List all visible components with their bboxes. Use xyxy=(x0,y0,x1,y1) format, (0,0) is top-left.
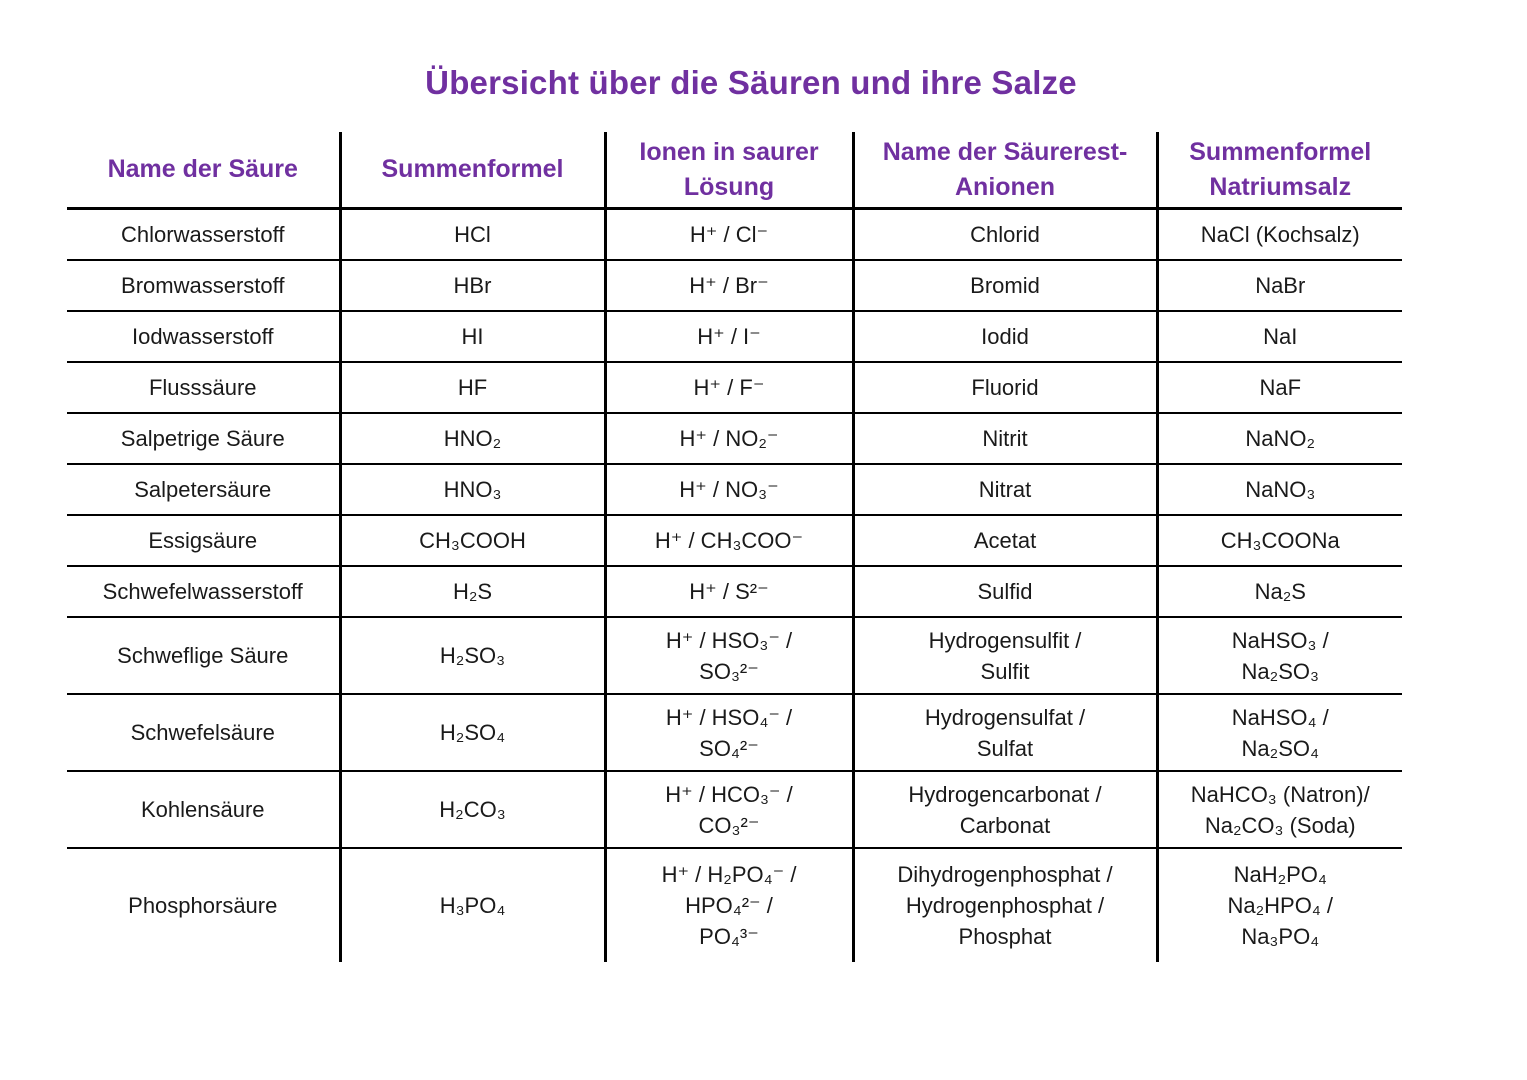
cell-line: H₂S xyxy=(452,579,493,604)
cell-line: Iodid xyxy=(981,324,1029,349)
table-row xyxy=(67,566,1402,617)
cell-line: NaNO₂ xyxy=(1245,426,1316,451)
cell-acid-name xyxy=(67,464,340,515)
cell-line: HBr xyxy=(453,273,492,298)
cell-ions xyxy=(605,566,853,617)
cell-formula xyxy=(340,209,605,261)
cell-acid-name xyxy=(67,413,340,464)
cell-line: H₂CO₃ xyxy=(439,797,506,822)
cell-line: Bromid xyxy=(970,273,1040,298)
cell-line: Nitrit xyxy=(982,426,1028,451)
cell-line: Na₂SO₃ xyxy=(1241,658,1319,684)
cell-line: Essigsäure xyxy=(148,528,258,553)
cell-line: H₂SO₃ xyxy=(439,643,506,668)
cell-acid-name xyxy=(67,566,340,617)
cell-anion-name xyxy=(853,617,1157,694)
header-sodium-salt: Summenformel Natriumsalz xyxy=(1157,132,1402,209)
table-header-row xyxy=(67,132,1402,209)
cell-line: HNO₂ xyxy=(443,426,502,451)
cell-line: PO₄³⁻ xyxy=(699,924,759,949)
cell-formula xyxy=(340,694,605,771)
cell-formula xyxy=(340,260,605,311)
cell-line: Hydrogencarbonat / xyxy=(908,781,1102,807)
cell-formula xyxy=(340,413,605,464)
cell-line: Sulfid xyxy=(977,579,1033,604)
cell-acid-name xyxy=(67,848,340,962)
cell-line: H⁺ / HSO₄⁻ / xyxy=(665,704,793,730)
cell-ions xyxy=(605,260,853,311)
cell-anion-name xyxy=(853,515,1157,566)
cell-anion-name xyxy=(853,771,1157,848)
cell-ions xyxy=(605,464,853,515)
cell-sodium-salt xyxy=(1157,311,1402,362)
cell-line: H⁺ / NO₃⁻ xyxy=(679,477,779,502)
cell-sodium-salt xyxy=(1157,771,1402,848)
table-row xyxy=(67,362,1402,413)
cell-line: H⁺ / CH₃COO⁻ xyxy=(654,528,804,553)
cell-line: Schwefelwasserstoff xyxy=(102,579,303,604)
cell-anion-name xyxy=(853,413,1157,464)
cell-sodium-salt xyxy=(1157,260,1402,311)
cell-formula xyxy=(340,617,605,694)
cell-line: Schweflige Säure xyxy=(117,643,289,668)
cell-line: H⁺ / I⁻ xyxy=(697,324,761,349)
table-row xyxy=(67,515,1402,566)
header-ions: Ionen in saurer Lösung xyxy=(605,132,853,209)
header-acid-name: Name der Säure xyxy=(67,132,340,209)
cell-formula xyxy=(340,464,605,515)
cell-acid-name xyxy=(67,771,340,848)
cell-line: Hydrogensulfit / xyxy=(928,627,1082,653)
table-row xyxy=(67,413,1402,464)
cell-line: Na₂HPO₄ / xyxy=(1227,893,1334,918)
cell-ions xyxy=(605,209,853,261)
cell-line: CH₃COONa xyxy=(1220,528,1340,553)
cell-line: Carbonat xyxy=(959,812,1051,838)
cell-line: Na₂CO₃ (Soda) xyxy=(1204,812,1356,838)
cell-formula xyxy=(340,771,605,848)
table-row xyxy=(67,617,1402,694)
cell-acid-name xyxy=(67,617,340,694)
table-row xyxy=(67,694,1402,771)
cell-anion-name xyxy=(853,694,1157,771)
cell-ions xyxy=(605,848,853,962)
cell-formula xyxy=(340,311,605,362)
cell-line: Fluorid xyxy=(971,375,1039,400)
cell-formula xyxy=(340,848,605,962)
cell-line: Acetat xyxy=(973,528,1037,553)
cell-formula xyxy=(340,515,605,566)
cell-acid-name xyxy=(67,209,340,261)
cell-line: Sulfit xyxy=(980,658,1030,684)
cell-ions xyxy=(605,311,853,362)
cell-ions xyxy=(605,413,853,464)
cell-line: Flusssäure xyxy=(148,375,257,400)
cell-line: CO₃²⁻ xyxy=(698,812,760,838)
cell-line: Salpetrige Säure xyxy=(120,426,285,451)
cell-line: Kohlensäure xyxy=(140,797,265,822)
cell-anion-name xyxy=(853,848,1157,962)
cell-sodium-salt xyxy=(1157,362,1402,413)
cell-line: Hydrogensulfat / xyxy=(924,704,1086,730)
cell-line: NaH₂PO₄ xyxy=(1233,862,1327,887)
cell-line: Sulfat xyxy=(976,735,1034,761)
cell-ions xyxy=(605,515,853,566)
cell-line: Phosphorsäure xyxy=(128,893,278,918)
cell-line: CH₃COOH xyxy=(419,528,526,553)
cell-line: NaNO₃ xyxy=(1245,477,1316,502)
cell-line: NaF xyxy=(1259,375,1302,400)
cell-line: H₂SO₄ xyxy=(439,720,506,745)
table-row xyxy=(67,848,1402,962)
cell-sodium-salt xyxy=(1157,617,1402,694)
cell-anion-name xyxy=(853,566,1157,617)
cell-sodium-salt xyxy=(1157,413,1402,464)
cell-line: NaI xyxy=(1263,324,1298,349)
table-row xyxy=(67,311,1402,362)
cell-line: Hydrogenphosphat / xyxy=(905,893,1105,918)
cell-acid-name xyxy=(67,694,340,771)
cell-ions xyxy=(605,771,853,848)
table-row xyxy=(67,209,1402,261)
cell-line: Na₃PO₄ xyxy=(1241,924,1320,949)
cell-ions xyxy=(605,617,853,694)
cell-line: H⁺ / HSO₃⁻ / xyxy=(665,627,793,653)
cell-line: Phosphat xyxy=(958,924,1052,949)
cell-line: Na₂SO₄ xyxy=(1241,735,1319,761)
cell-anion-name xyxy=(853,362,1157,413)
cell-line: Nitrat xyxy=(978,477,1032,502)
cell-line: NaHCO₃ (Natron)/ xyxy=(1190,781,1370,807)
cell-sodium-salt xyxy=(1157,515,1402,566)
table-row xyxy=(67,260,1402,311)
cell-acid-name xyxy=(67,362,340,413)
cell-acid-name xyxy=(67,260,340,311)
cell-sodium-salt xyxy=(1157,848,1402,962)
cell-line: H⁺ / F⁻ xyxy=(693,375,765,400)
cell-anion-name xyxy=(853,464,1157,515)
cell-sodium-salt xyxy=(1157,464,1402,515)
cell-sodium-salt xyxy=(1157,566,1402,617)
cell-line: HCl xyxy=(454,222,491,247)
cell-line: NaBr xyxy=(1255,273,1306,298)
cell-line: Chlorwasserstoff xyxy=(121,222,285,247)
cell-formula xyxy=(340,566,605,617)
header-formula: Summenformel xyxy=(340,132,605,209)
cell-formula xyxy=(340,362,605,413)
cell-line: H⁺ / HCO₃⁻ / xyxy=(665,781,793,807)
cell-line: Dihydrogenphosphat / xyxy=(897,862,1113,887)
cell-line: Schwefelsäure xyxy=(130,720,275,745)
cell-line: HI xyxy=(461,324,484,349)
cell-acid-name xyxy=(67,515,340,566)
cell-sodium-salt xyxy=(1157,209,1402,261)
cell-anion-name xyxy=(853,260,1157,311)
cell-line: H⁺ / H₂PO₄⁻ / xyxy=(661,862,797,887)
cell-line: HF xyxy=(457,375,488,400)
table-row xyxy=(67,771,1402,848)
acids-table xyxy=(67,132,1402,962)
cell-line: Salpetersäure xyxy=(134,477,272,502)
cell-anion-name xyxy=(853,311,1157,362)
page-title: Übersicht über die Säuren und ihre Salze xyxy=(425,64,1077,101)
cell-line: SO₄²⁻ xyxy=(699,735,759,761)
table-row xyxy=(67,464,1402,515)
cell-line: NaHSO₃ / xyxy=(1231,627,1329,653)
cell-acid-name xyxy=(67,311,340,362)
header-anion-name: Name der Säurerest- Anionen xyxy=(853,132,1157,209)
cell-line: Chlorid xyxy=(970,222,1040,247)
cell-line: NaHSO₄ / xyxy=(1231,704,1329,730)
cell-line: H⁺ / S²⁻ xyxy=(689,579,769,604)
cell-sodium-salt xyxy=(1157,694,1402,771)
cell-line: Iodwasserstoff xyxy=(132,324,274,349)
cell-line: Bromwasserstoff xyxy=(121,273,285,298)
cell-ions xyxy=(605,694,853,771)
cell-line: H⁺ / Cl⁻ xyxy=(689,222,769,247)
cell-line: Na₂S xyxy=(1254,579,1306,604)
cell-anion-name xyxy=(853,209,1157,261)
cell-line: HNO₃ xyxy=(443,477,502,502)
cell-line: H⁺ / NO₂⁻ xyxy=(679,426,779,451)
cell-line: H⁺ / Br⁻ xyxy=(689,273,769,298)
cell-line: H₃PO₄ xyxy=(439,893,506,918)
cell-line: NaCl (Kochsalz) xyxy=(1200,222,1360,247)
cell-line: SO₃²⁻ xyxy=(699,658,759,684)
cell-line: HPO₄²⁻ / xyxy=(685,893,773,918)
cell-ions xyxy=(605,362,853,413)
